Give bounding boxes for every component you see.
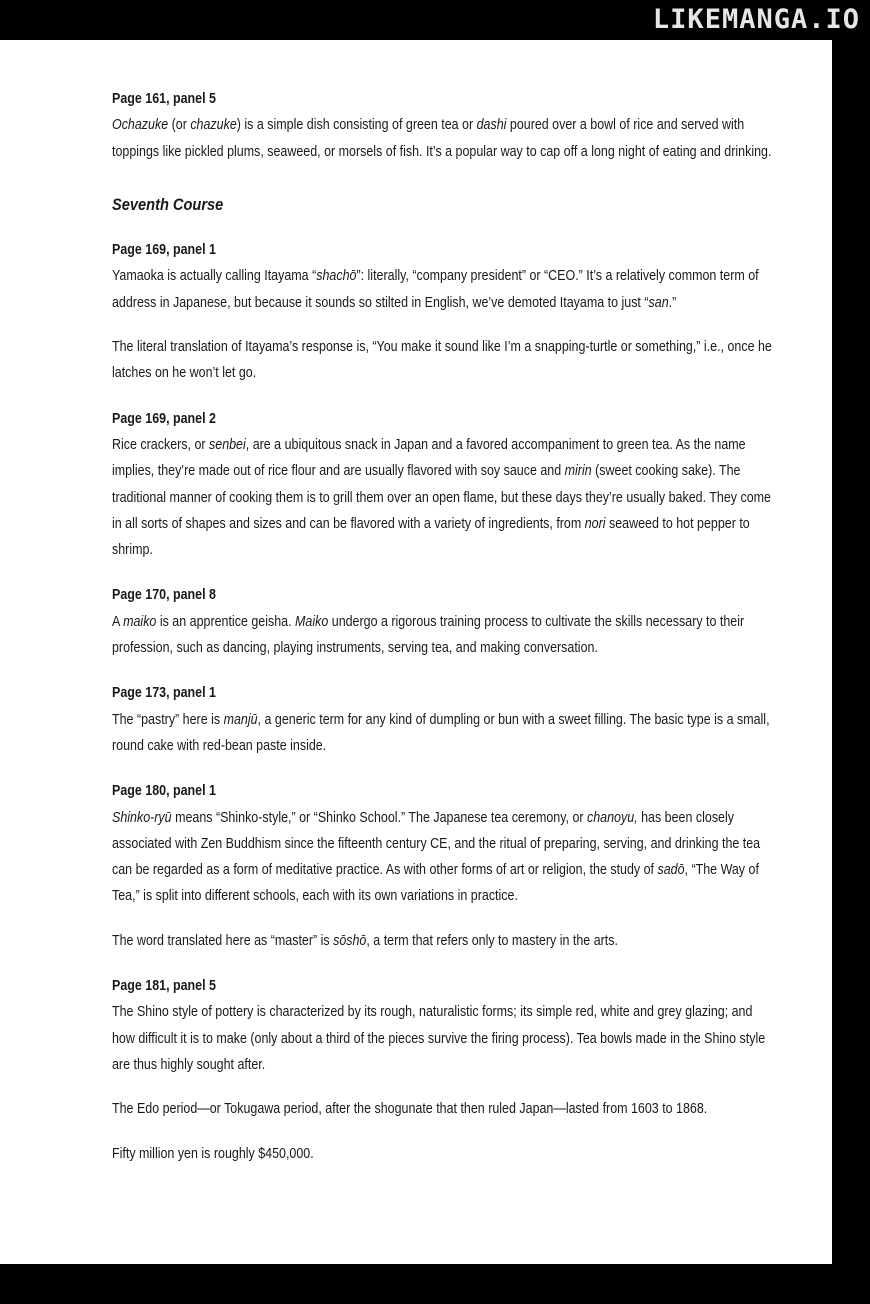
note-heading: Page 170, panel 8	[112, 587, 216, 604]
note-paragraph	[112, 112, 774, 165]
italic-term: manjū	[223, 711, 258, 728]
text-run: is an apprentice geisha.	[156, 613, 296, 630]
italic-term: senbei	[209, 436, 246, 453]
note-entry	[112, 582, 774, 661]
note-heading: Page 181, panel 5	[112, 978, 216, 995]
italic-term: maiko	[123, 613, 157, 630]
note-entry	[112, 237, 774, 386]
text-run: , a term that refers only to mastery in the arts.	[366, 932, 618, 949]
note-entry	[112, 680, 774, 759]
note-heading: Page 169, panel 2	[112, 410, 216, 427]
text-run: , “The Way of Tea,” is split into different schools, each with its own variations in practice.	[112, 862, 759, 905]
italic-term: mirin	[564, 463, 592, 480]
text-run: Rice crackers, or	[112, 436, 210, 453]
note-paragraph	[112, 1096, 774, 1122]
italic-term: sōshō	[333, 932, 367, 949]
text-run: (sweet cooking sake). The traditional manner of cooking them is to grill them over an open flame, but these days they’re usually baked. They come in all sorts of shapes and sizes and can be flavored with a variety of ingredients, from	[112, 463, 771, 532]
spacer	[112, 563, 774, 582]
note-paragraph	[112, 1141, 774, 1167]
italic-term: chazuke	[190, 117, 237, 134]
text-run: A	[112, 613, 124, 630]
note-heading: Page 169, panel 1	[112, 242, 216, 259]
notes-content	[112, 86, 774, 1167]
spacer	[112, 759, 774, 778]
text-run: poured over a bowl of rice and served with toppings like pickled plums, seaweed, or morsels of fish. It’s a popular way to cap off a long night of eating and drinking.	[112, 117, 772, 160]
note-paragraph	[112, 999, 774, 1078]
spacer	[112, 661, 774, 680]
spacer	[112, 910, 774, 928]
note-paragraph	[112, 432, 774, 563]
italic-term: sadō	[657, 862, 685, 879]
italic-term: Ochazuke	[112, 117, 169, 134]
note-heading: Page 180, panel 1	[112, 783, 216, 800]
italic-term: dashi	[476, 117, 507, 134]
note-paragraph	[112, 805, 774, 910]
italic-term: Maiko	[295, 613, 329, 630]
text-run: , are a ubiquitous snack in Japan and a favored accompaniment to green tea. As the name implies, they’re made out of rice flour and are usually flavored with soy sauce and	[112, 436, 746, 480]
text-run: , a generic term for any kind of dumpling or bun with a sweet filling. The basic type is a small, round cake with red-bean paste inside.	[112, 711, 770, 754]
italic-term: shachō	[316, 268, 357, 285]
spacer	[112, 387, 774, 406]
spacer	[112, 1078, 774, 1096]
text-run: has been closely associated with Zen Buddhism since the fifteenth century CE, and the ritual of preparing, serving, and drinking the tea can be regarded as a form of meditative practice. As with other forms of art or religion, the study of	[112, 809, 761, 879]
top-black-band	[0, 0, 870, 40]
italic-term: nori	[584, 515, 606, 532]
note-entry	[112, 86, 774, 165]
note-heading: Page 173, panel 1	[112, 685, 216, 702]
text-run: (or	[168, 117, 191, 134]
note-entry	[112, 406, 774, 564]
text-run: The “pastry” here is	[112, 711, 224, 728]
italic-term: Shinko-ryū	[112, 809, 172, 826]
section-title: Seventh Course	[112, 194, 224, 214]
note-paragraph	[112, 334, 774, 387]
text-run: Fifty million yen is roughly $450,000.	[112, 1145, 314, 1162]
spacer	[112, 316, 774, 334]
spacer	[112, 165, 774, 192]
note-entry	[112, 778, 774, 954]
text-run: The Edo period—or Tokugawa period, after the shogunate that then ruled Japan—lasted from 1603 to 1868.	[112, 1101, 708, 1118]
text-run: The word translated here as “master” is	[112, 932, 334, 949]
text-run: Yamaoka is actually calling Itayama “	[112, 268, 317, 285]
note-entry	[112, 973, 774, 1167]
text-run: means “Shinko-style,” or “Shinko School.” The Japanese tea ceremony, or	[171, 809, 588, 826]
italic-term: chanoyu,	[587, 809, 638, 826]
spacer	[112, 954, 774, 973]
site-watermark: LIKEMANGA.IO	[652, 4, 860, 35]
note-paragraph	[112, 609, 774, 662]
text-run: The literal translation of Itayama’s response is, “You make it sound like I’m a snapping-turtle or something,” i.e., once he latches on he won’t let go.	[112, 339, 772, 382]
note-paragraph	[112, 263, 774, 316]
note-paragraph	[112, 707, 774, 760]
text-run: .”	[668, 294, 677, 311]
note-paragraph	[112, 928, 774, 954]
text-run: ) is a simple dish consisting of green tea or	[236, 117, 477, 134]
page-sheet	[0, 40, 832, 1264]
text-run: The Shino style of pottery is characterized by its rough, naturalistic forms; its simple red, white and grey glazing; and how difficult it is to make (only about a third of the pieces survive the firing process). Tea bowls made in the Shino style are thus highly sought after.	[112, 1004, 766, 1073]
text-run: seaweed to hot pepper to shrimp.	[112, 515, 750, 559]
text-run: undergo a rigorous training process to cultivate the skills necessary to their profession, such as dancing, playing instruments, serving tea, and making conversation.	[112, 613, 745, 657]
italic-term: san	[648, 294, 669, 311]
note-heading: Page 161, panel 5	[112, 91, 216, 107]
spacer	[112, 218, 774, 237]
spacer	[112, 1123, 774, 1141]
text-run: ”: literally, “company president” or “CEO.” It’s a relatively common term of address in Japanese, but because it sounds so stilted in English, we’ve demoted Itayama to just “	[112, 268, 759, 311]
